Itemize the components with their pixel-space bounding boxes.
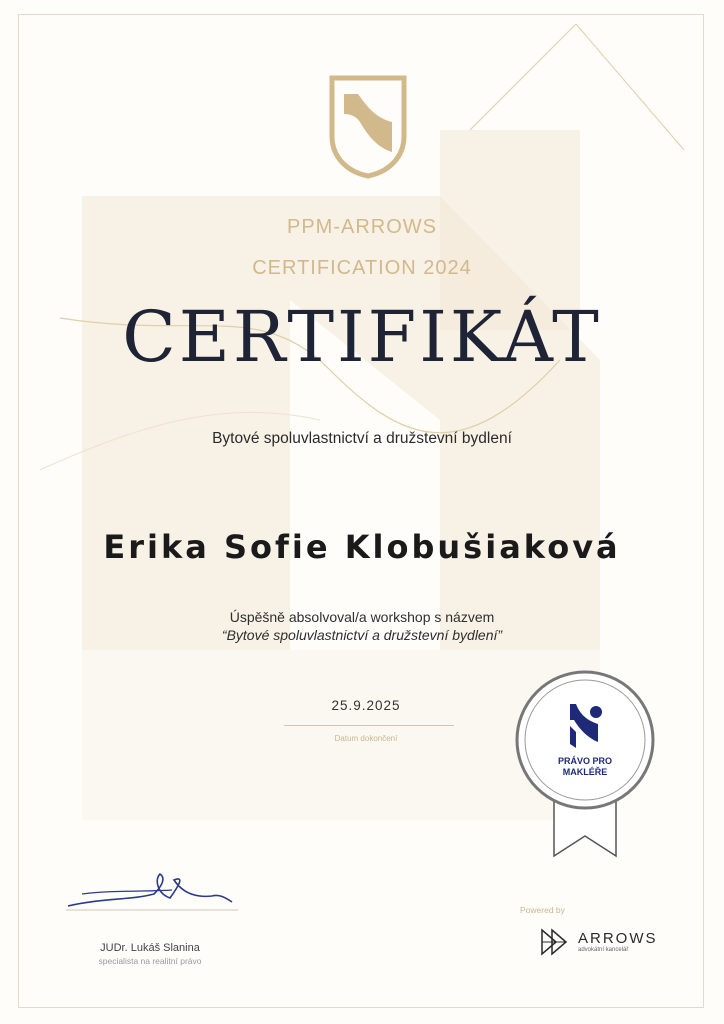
signer-role: specialista na realitní právo — [98, 956, 202, 966]
badge-line-2: MAKLÉŘE — [562, 767, 608, 777]
course-subtitle: Bytové spoluvlastnictví a družstevní bydlení — [212, 430, 512, 447]
certification-org-line: PPM-ARROWS — [287, 216, 437, 238]
shield-logo-icon — [328, 74, 408, 180]
certification-year-line: CERTIFICATION 2024 — [252, 257, 472, 279]
date-underline — [284, 725, 454, 726]
completion-date: 25.9.2025 — [331, 698, 401, 713]
brand-name: ARROWS — [578, 930, 658, 947]
brand-subtitle: advokátní kancelář — [578, 947, 629, 953]
recipient-name: Erika Sofie Klobušiaková — [103, 528, 621, 566]
page-title: CERTIFIKÁT — [122, 296, 602, 378]
signature-icon — [62, 864, 242, 916]
arrows-logo-icon — [540, 926, 572, 958]
seal-badge-icon — [510, 666, 660, 858]
badge-line-1: PRÁVO PRO — [557, 756, 613, 766]
completion-date-label: Datum dokončení — [334, 734, 398, 743]
workshop-name: “Bytové spoluvlastnictví a družstevní bydlení” — [221, 627, 503, 643]
powered-by-label: Powered by — [520, 905, 565, 915]
completion-statement: Úspěšně absolvoval/a workshop s názvem — [229, 609, 495, 625]
signer-name: JUDr. Lukáš Slanina — [100, 942, 200, 954]
